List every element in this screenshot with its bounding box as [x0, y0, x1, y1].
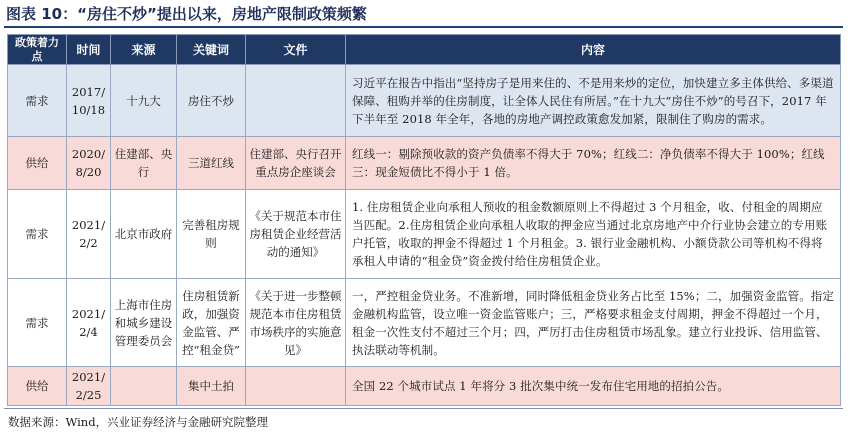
cell-source: 住建部、央行 — [111, 137, 177, 190]
table-row — [8, 190, 841, 279]
policy-table — [7, 34, 841, 406]
cell-keyword: 房住不炒 — [177, 65, 246, 137]
cell-keyword: 三道红线 — [177, 137, 246, 190]
cell-content: 红线一：剔除预收款的资产负债率不得大于 70%；红线二：净负债率不得大于 100%；红线三：现金短债比不得小于 1 倍。 — [346, 137, 841, 190]
source-note: 数据来源：Wind，兴业证券经济与金融研究院整理 — [8, 415, 269, 429]
chart-title: 图表 10：“房住不炒”提出以来，房地产限制政策频繁 — [6, 5, 367, 23]
cell-document: 住建部、央行召开重点房企座谈会 — [246, 137, 346, 190]
cell-document — [246, 65, 346, 137]
footer-divider — [4, 408, 843, 409]
table-row — [8, 367, 841, 406]
cell-time: 2017/10/18 — [67, 65, 111, 137]
cell-source: 上海市住房和城乡建设管理委员会 — [111, 279, 177, 367]
cell-time: 2021/2/4 — [67, 279, 111, 367]
cell-focus: 供给 — [8, 137, 67, 190]
cell-document: 《关于进一步整顿规范本市住房租赁市场秩序的实施意见》 — [246, 279, 346, 367]
cell-focus: 供给 — [8, 367, 67, 406]
header-keyword: 关键词 — [177, 35, 246, 65]
title-divider — [4, 26, 843, 28]
cell-time: 2021/2/25 — [67, 367, 111, 406]
header-content: 内容 — [346, 35, 841, 65]
cell-focus: 需求 — [8, 190, 67, 279]
cell-keyword: 住房租赁新政，加强资金监管、严控“租金贷” — [177, 279, 246, 367]
cell-content: 1. 住房租赁企业向承租人预收的租金数额原则上不得超过 3 个月租金，收、付租金的周期应当匹配。2.住房租赁企业向承租人收取的押金应当通过北京房地产中介行业协会建立的专用账户托管，收取的押金不得超过 1 个月租金。3. 银行业金融机构、小额贷款公司等机构不得将承租人申请的“租金贷”资金拨付给住房租赁企业。 — [346, 190, 841, 279]
cell-source: 十九大 — [111, 65, 177, 137]
cell-time: 2020/8/20 — [67, 137, 111, 190]
cell-document: 《关于规范本市住房租赁企业经营活动的通知》 — [246, 190, 346, 279]
cell-keyword: 集中土拍 — [177, 367, 246, 406]
cell-document — [246, 367, 346, 406]
cell-content: 一，严控租金贷业务。不准新增，同时降低租金贷业务占比至 15%；二，加强资金监管。指定金融机构监管，设立唯一资金监管账户；三，严格要求租金支付周期，押金不得超过一个月，租金一次性支付不超过三个月；四，严厉打击住房租赁市场乱象。建立行业投诉、信用监管、执法联动等机制。 — [346, 279, 841, 367]
cell-source — [111, 367, 177, 406]
cell-content: 习近平在报告中指出“坚持房子是用来住的、不是用来炒的定位，加快建立多主体供给、多渠道保障、租购并举的住房制度，让全体人民住有所居。”在十九大“房住不炒”的号召下，2017 年下半年至 2018 年全年，各地的房地产调控政策愈发加紧，限制住了购房的需求。 — [346, 65, 841, 137]
header-time: 时间 — [67, 35, 111, 65]
table-row — [8, 279, 841, 367]
cell-keyword: 完善租房规则 — [177, 190, 246, 279]
header-document: 文件 — [246, 35, 346, 65]
cell-content: 全国 22 个城市试点 1 年将分 3 批次集中统一发布住宅用地的招拍公告。 — [346, 367, 841, 406]
cell-time: 2021/2/2 — [67, 190, 111, 279]
table-row — [8, 137, 841, 190]
table-header-row — [8, 35, 841, 65]
table-row — [8, 65, 841, 137]
header-source: 来源 — [111, 35, 177, 65]
cell-focus: 需求 — [8, 279, 67, 367]
header-focus: 政策着力点 — [8, 35, 67, 65]
cell-focus: 需求 — [8, 65, 67, 137]
cell-source: 北京市政府 — [111, 190, 177, 279]
